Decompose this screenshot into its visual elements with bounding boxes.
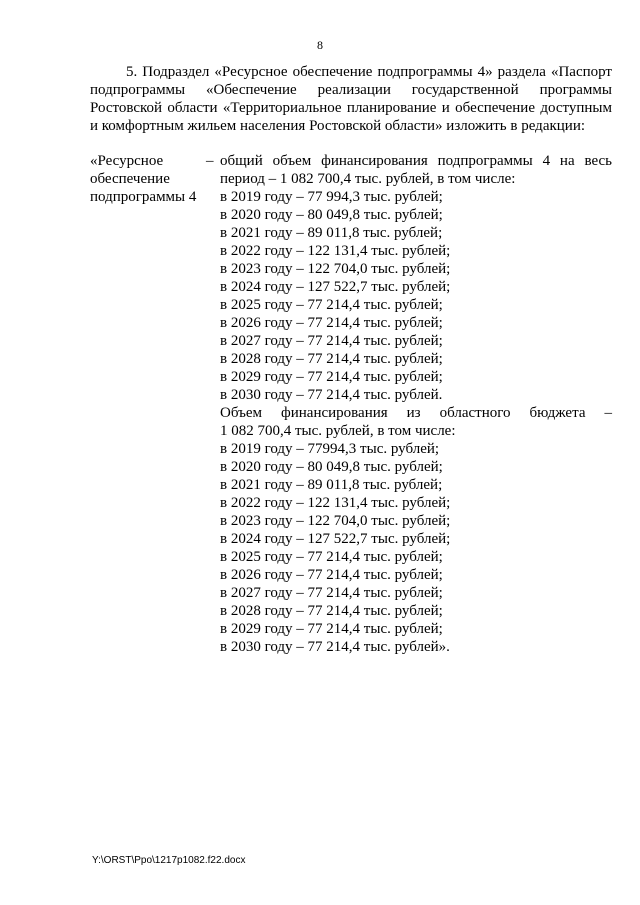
total-years-list (220, 188, 612, 404)
year-amount-line: в 2022 году – 122 131,4 тыс. рублей; (220, 243, 451, 259)
year-amount-line: в 2022 году – 122 131,4 тыс. рублей; (220, 495, 451, 511)
year-amount-line: в 2023 году – 122 704,0 тыс. рублей; (220, 513, 451, 529)
section-label (90, 152, 205, 206)
regional-funding-line: Объем финансирования из областного бюджета – (220, 405, 612, 421)
year-amount-line: в 2020 году – 80 049,8 тыс. рублей; (220, 207, 443, 223)
section-label-line: обеспечение (90, 171, 170, 187)
year-amount-line: в 2021 году – 89 011,8 тыс. рублей; (220, 225, 443, 241)
year-amount-line: в 2027 году – 77 214,4 тыс. рублей; (220, 333, 443, 349)
footer-file-path: Y:\ORST\Ppo\1217p1082.f22.docx (92, 855, 246, 866)
year-amount-line: в 2025 году – 77 214,4 тыс. рублей; (220, 549, 443, 565)
regional-years-list (220, 440, 612, 656)
total-funding-line: период – 1 082 700,4 тыс. рублей, в том числе: (220, 171, 516, 187)
year-amount-line: в 2029 году – 77 214,4 тыс. рублей; (220, 369, 443, 385)
year-amount-line: в 2020 году – 80 049,8 тыс. рублей; (220, 459, 443, 475)
funding-content (220, 152, 612, 656)
year-amount-line: в 2024 году – 127 522,7 тыс. рублей; (220, 279, 451, 295)
year-amount-line: в 2019 году – 77994,3 тыс. рублей; (220, 441, 440, 457)
intro-paragraph: 5. Подраздел «Ресурсное обеспечение подпрограммы 4» раздела «Паспорт подпрограммы «Обеспечение реализации государственной программы Ростовской области «Территориальное планирование и обеспечение доступным и комфортным жильем населения Ростовской области» изложить в редакции: (90, 64, 612, 134)
year-amount-line: в 2019 году – 77 994,3 тыс. рублей; (220, 189, 443, 205)
year-amount-line: в 2023 году – 122 704,0 тыс. рублей; (220, 261, 451, 277)
year-amount-line: в 2028 году – 77 214,4 тыс. рублей; (220, 603, 443, 619)
year-amount-line: в 2024 году – 127 522,7 тыс. рублей; (220, 531, 451, 547)
section-label-line: «Ресурсное (90, 153, 164, 169)
year-amount-line: в 2026 году – 77 214,4 тыс. рублей; (220, 567, 443, 583)
total-funding-line: общий объем финансирования подпрограммы 4 на весь (220, 153, 612, 169)
year-amount-line: в 2027 году – 77 214,4 тыс. рублей; (220, 585, 443, 601)
separator-dash: – (206, 153, 214, 169)
year-amount-line: в 2025 году – 77 214,4 тыс. рублей; (220, 297, 443, 313)
regional-funding-line: 1 082 700,4 тыс. рублей, в том числе: (220, 423, 456, 439)
year-amount-line: в 2026 году – 77 214,4 тыс. рублей; (220, 315, 443, 331)
year-amount-line: в 2030 году – 77 214,4 тыс. рублей. (220, 387, 443, 403)
year-amount-line: в 2021 году – 89 011,8 тыс. рублей; (220, 477, 443, 493)
year-amount-line: в 2028 году – 77 214,4 тыс. рублей; (220, 351, 443, 367)
section-label-line: подпрограммы 4 (90, 189, 197, 205)
year-amount-line: в 2029 году – 77 214,4 тыс. рублей; (220, 621, 443, 637)
year-amount-line: в 2030 году – 77 214,4 тыс. рублей». (220, 639, 450, 655)
page-number: 8 (317, 38, 323, 52)
